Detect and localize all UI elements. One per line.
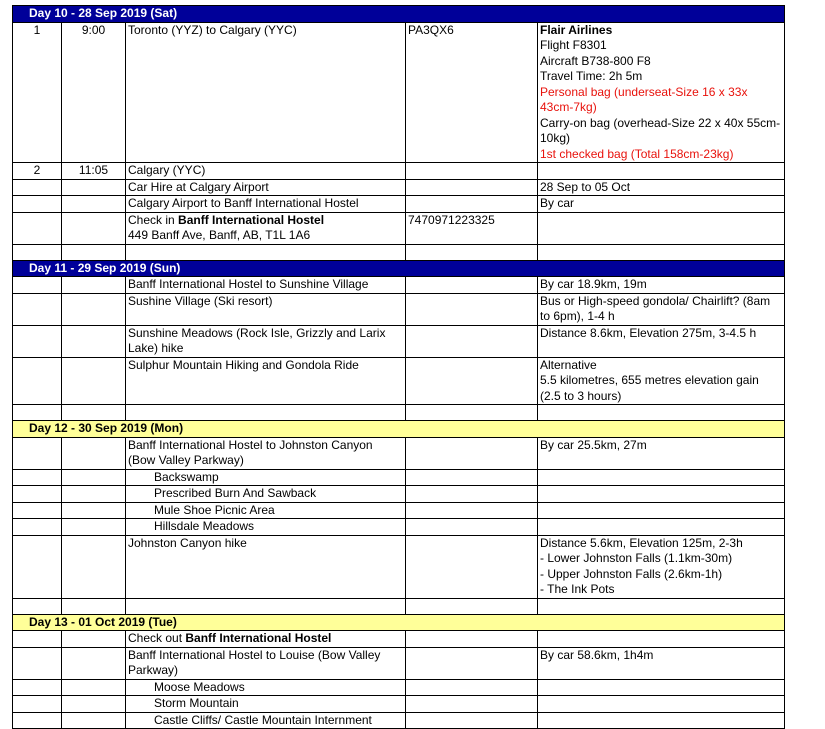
row-time: 11:05 bbox=[62, 163, 126, 180]
itinerary-row bbox=[13, 486, 785, 503]
day-title: Day 11 - 29 Sep 2019 (Sun) bbox=[13, 260, 785, 277]
itinerary-row bbox=[13, 437, 785, 469]
stop-item: Hillsdale Meadows bbox=[126, 519, 406, 536]
row-description: Toronto (YYZ) to Calgary (YYC) bbox=[126, 22, 406, 163]
row-info bbox=[538, 22, 785, 163]
day-header bbox=[13, 421, 785, 438]
info-line: - Lower Johnston Falls (1.1km-30m) bbox=[540, 551, 733, 565]
stop-item: Backswamp bbox=[126, 469, 406, 486]
info-line: Personal bag (underseat-Size 16 x 33x 43cm-7kg) bbox=[540, 84, 748, 114]
itinerary-row bbox=[13, 647, 785, 679]
day-header bbox=[13, 6, 785, 23]
itinerary-row bbox=[13, 712, 785, 729]
info-line: Alternative bbox=[540, 357, 597, 372]
itinerary-row bbox=[13, 679, 785, 696]
info-line: Distance 5.6km, Elevation 125m, 2-3h bbox=[540, 535, 743, 550]
row-info: By car 18.9km, 19m bbox=[538, 277, 785, 294]
itinerary-row bbox=[13, 277, 785, 294]
row-info bbox=[538, 535, 785, 598]
row-info bbox=[538, 357, 785, 405]
itinerary-row bbox=[13, 631, 785, 648]
itinerary-row bbox=[13, 696, 785, 713]
row-info: Bus or High-speed gondola/ Chairlift? (8am to 6pm), 1-4 h bbox=[538, 293, 785, 325]
day-title: Day 10 - 28 Sep 2019 (Sat) bbox=[13, 6, 785, 23]
row-description bbox=[126, 212, 406, 244]
row-description: Sushine Village (Ski resort) bbox=[126, 293, 406, 325]
row-description: Banff International Hostel to Louise (Bow Valley Parkway) bbox=[126, 647, 406, 679]
info-line: - The Ink Pots bbox=[540, 582, 615, 596]
hostel-name: Banff International Hostel bbox=[185, 631, 332, 645]
itinerary-row bbox=[13, 502, 785, 519]
itinerary-row bbox=[13, 196, 785, 213]
info-line: Aircraft B738-800 F8 bbox=[540, 53, 651, 68]
row-description: Car Hire at Calgary Airport bbox=[126, 179, 406, 196]
info-line: Travel Time: 2h 5m bbox=[540, 69, 643, 83]
row-reference bbox=[406, 163, 538, 180]
itinerary-table bbox=[12, 5, 785, 729]
row-info: By car 58.6km, 1h4m bbox=[538, 647, 785, 679]
itinerary-row bbox=[13, 519, 785, 536]
info-line: Flight F8301 bbox=[540, 38, 607, 52]
desc-prefix: Check in bbox=[128, 212, 179, 227]
itinerary-row bbox=[13, 357, 785, 405]
row-description: Sulphur Mountain Hiking and Gondola Ride bbox=[126, 357, 406, 405]
row-info bbox=[538, 163, 785, 180]
stop-item: Castle Cliffs/ Castle Mountain Internment bbox=[126, 712, 406, 729]
hostel-address: 449 Banff Ave, Banff, AB, T1L 1A6 bbox=[128, 228, 311, 242]
row-info: By car bbox=[538, 196, 785, 213]
row-info: Distance 8.6km, Elevation 275m, 3-4.5 h bbox=[538, 325, 785, 357]
row-time: 9:00 bbox=[62, 22, 126, 163]
itinerary-row bbox=[13, 535, 785, 598]
day-header bbox=[13, 614, 785, 631]
row-number: 2 bbox=[13, 163, 62, 180]
info-line: - Upper Johnston Falls (2.6km-1h) bbox=[540, 566, 723, 581]
row-description: Johnston Canyon hike bbox=[126, 535, 406, 598]
row-description: Banff International Hostel to Sunshine Village bbox=[126, 277, 406, 294]
row-description: Calgary (YYC) bbox=[126, 163, 406, 180]
desc-prefix: Check out bbox=[128, 631, 186, 645]
info-line: 1st checked bag (Total 158cm-23kg) bbox=[540, 146, 734, 161]
day-title: Day 13 - 01 Oct 2019 (Tue) bbox=[13, 614, 785, 631]
stop-item: Storm Mountain bbox=[126, 696, 406, 713]
row-description: Sunshine Meadows (Rock Isle, Grizzly and Larix Lake) hike bbox=[126, 325, 406, 357]
info-line: Flair Airlines bbox=[540, 22, 613, 37]
row-description: Calgary Airport to Banff International Hostel bbox=[126, 196, 406, 213]
stop-item: Prescribed Burn And Sawback bbox=[126, 486, 406, 503]
row-reference: PA3QX6 bbox=[406, 22, 538, 163]
itinerary-row bbox=[13, 293, 785, 325]
itinerary-row bbox=[13, 469, 785, 486]
itinerary-row bbox=[13, 325, 785, 357]
info-line: Carry-on bag (overhead-Size 22 x 40x 55cm-10kg) bbox=[540, 115, 781, 145]
itinerary-row bbox=[13, 212, 785, 244]
row-reference: 7470971223325 bbox=[406, 212, 538, 244]
info-line: 5.5 kilometres, 655 metres elevation gain (2.5 to 3 hours) bbox=[540, 373, 759, 403]
itinerary-row bbox=[13, 179, 785, 196]
row-info: By car 25.5km, 27m bbox=[538, 437, 785, 469]
row-description: Banff International Hostel to Johnston Canyon (Bow Valley Parkway) bbox=[126, 437, 406, 469]
itinerary-row bbox=[13, 163, 785, 180]
hostel-name: Banff International Hostel bbox=[178, 212, 325, 227]
itinerary-row bbox=[13, 22, 785, 163]
row-description bbox=[126, 631, 406, 648]
stop-item: Mule Shoe Picnic Area bbox=[126, 502, 406, 519]
row-number: 1 bbox=[13, 22, 62, 163]
row-info: 28 Sep to 05 Oct bbox=[538, 179, 785, 196]
day-header bbox=[13, 260, 785, 277]
day-title: Day 12 - 30 Sep 2019 (Mon) bbox=[13, 421, 785, 438]
stop-item: Moose Meadows bbox=[126, 679, 406, 696]
